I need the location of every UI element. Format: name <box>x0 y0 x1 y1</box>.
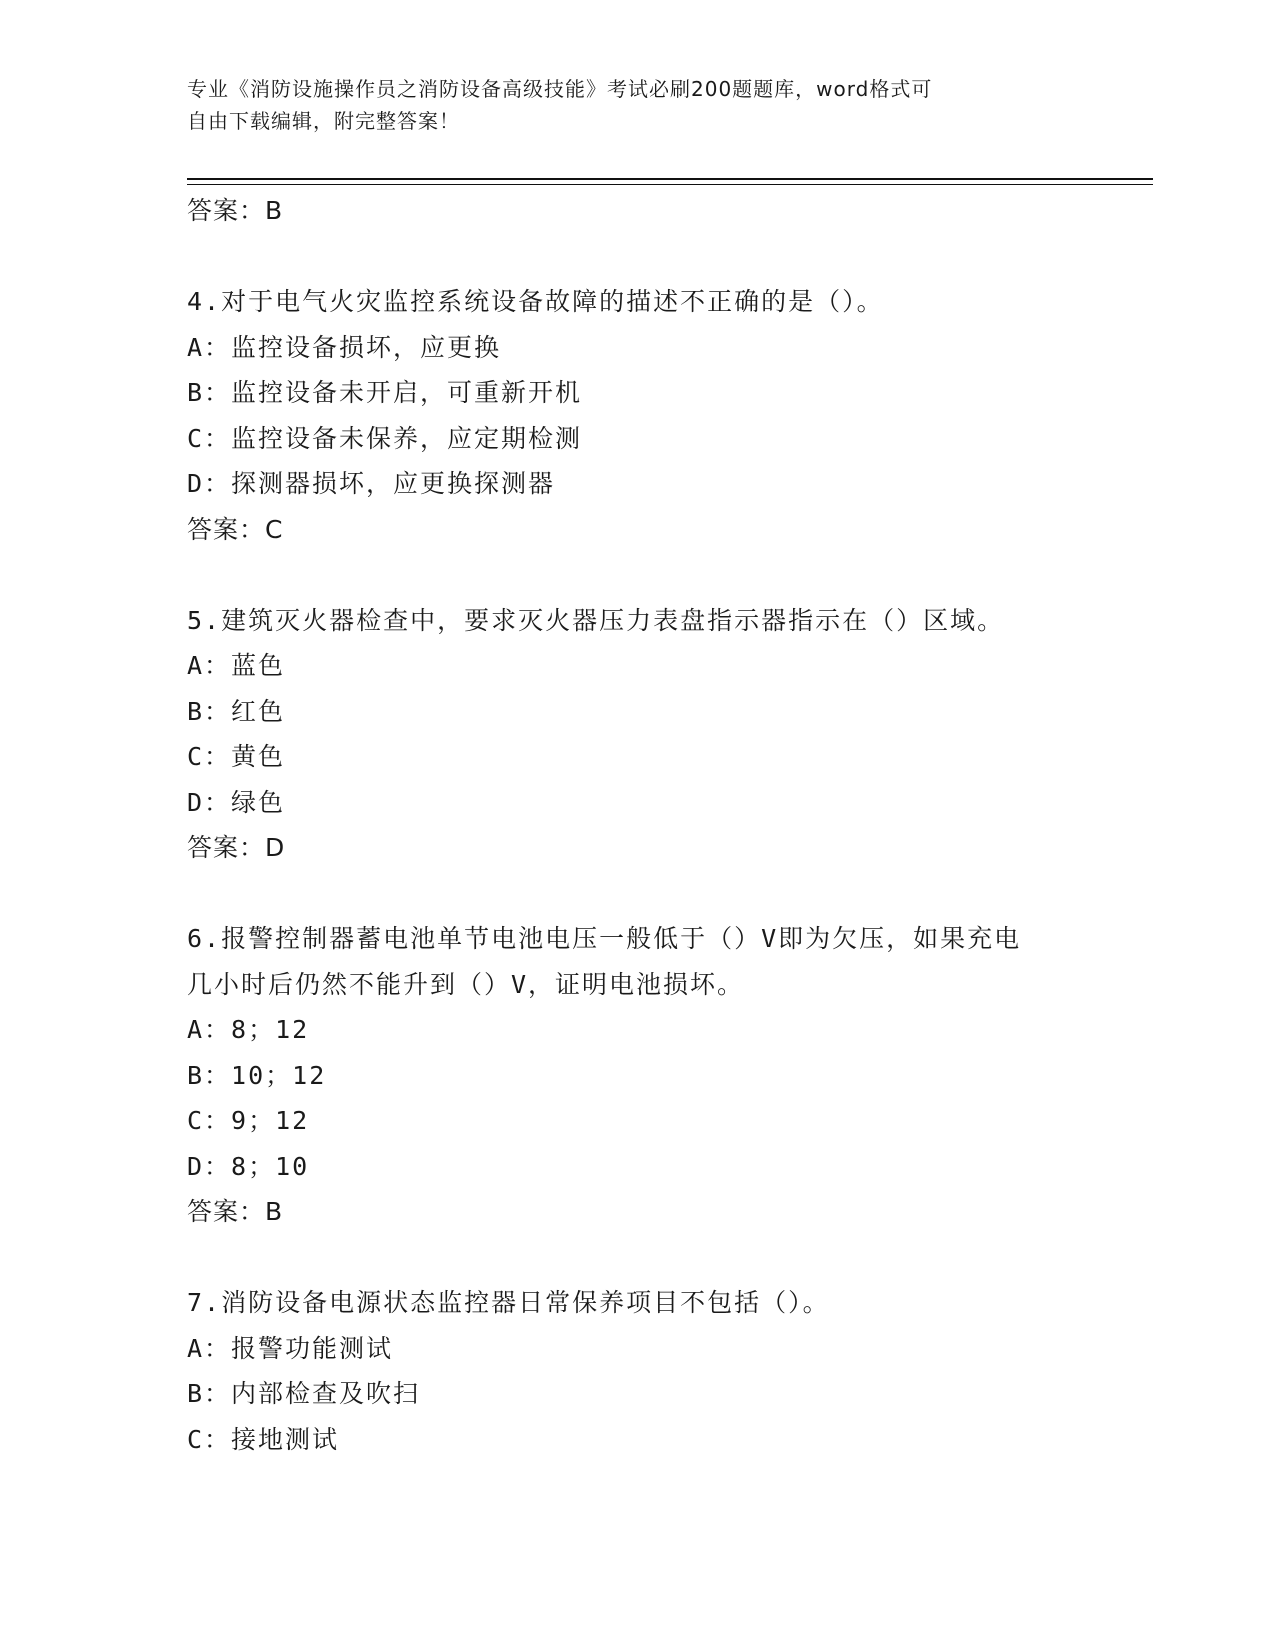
question-5 <box>187 598 1087 871</box>
option-b: B：10；12 <box>187 1060 327 1090</box>
spacer <box>187 552 1087 598</box>
option-c: C：黄色 <box>187 742 286 771</box>
answer-line: 答案：B <box>187 1197 284 1226</box>
option-b: B：红色 <box>187 696 286 726</box>
option-b: B：内部检查及吹扫 <box>187 1379 421 1408</box>
question-stem: 5.建筑灭火器检查中，要求灭火器压力表盘指示器指示在（）区域。 <box>187 605 1005 635</box>
option-d: D：绿色 <box>187 787 286 817</box>
answer-line: 答案：D <box>187 833 286 862</box>
question-stem-line-2: 几小时后仍然不能升到（）V，证明电池损坏。 <box>187 969 745 999</box>
option-d: D：8；10 <box>187 1151 310 1181</box>
option-c: C：接地测试 <box>187 1424 340 1454</box>
spacer <box>187 871 1087 917</box>
document-header <box>187 73 1067 137</box>
answer-line: 答案：C <box>187 514 284 544</box>
spacer <box>187 234 1087 280</box>
option-c: C：9；12 <box>187 1106 310 1135</box>
option-b: B：监控设备未开启，可重新开机 <box>187 378 583 407</box>
header-line-1: 专业《消防设施操作员之消防设备高级技能》考试必刷200题题库，word格式可 <box>187 77 933 101</box>
spacer <box>187 1235 1087 1281</box>
option-a: A：监控设备损坏，应更换 <box>187 332 502 362</box>
question-list <box>187 188 1087 1462</box>
question-7 <box>187 1280 1087 1462</box>
question-stem: 7.消防设备电源状态监控器日常保养项目不包括（）。 <box>187 1288 830 1317</box>
header-rule-thin <box>187 184 1153 185</box>
question-6 <box>187 916 1087 1235</box>
option-a: A：报警功能测试 <box>187 1333 394 1363</box>
question-stem-line-1: 6.报警控制器蓄电池单节电池电压一般低于（）V即为欠压，如果充电 <box>187 924 1022 953</box>
answer-line: 答案：B <box>187 196 284 225</box>
question-4 <box>187 279 1087 552</box>
option-a: A：蓝色 <box>187 651 286 680</box>
question-stem: 4.对于电气火灾监控系统设备故障的描述不正确的是（）。 <box>187 287 884 316</box>
option-d: D：探测器损坏，应更换探测器 <box>187 469 556 498</box>
header-rule-thick <box>187 178 1153 180</box>
option-a: A：8；12 <box>187 1015 310 1044</box>
header-line-2: 自由下载编辑，附完整答案！ <box>187 109 460 133</box>
option-c: C：监控设备未保养，应定期检测 <box>187 423 583 453</box>
